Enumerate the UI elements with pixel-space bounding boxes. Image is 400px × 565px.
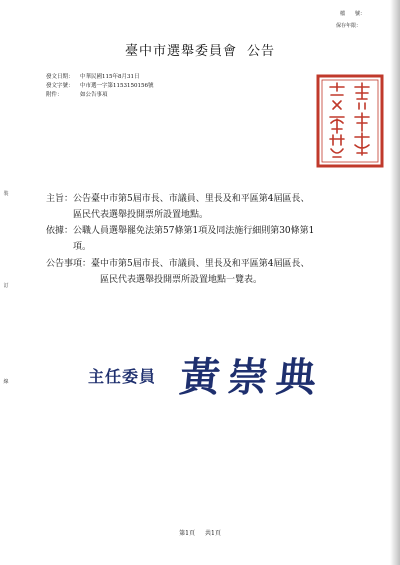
signatory-name: 黃崇典 (177, 354, 327, 401)
signatory-title: 主任委員 (88, 367, 157, 386)
items-text-1: 臺中市第5屆市長、市議員、里長及和平區第4屆區長、 (91, 259, 310, 269)
issue-date-label: 發文日期： (46, 74, 74, 80)
official-seal (315, 73, 385, 169)
scan-edge-shadow (390, 0, 400, 565)
subject-text-2: 區民代表選舉投開票所設置地點。 (73, 210, 209, 220)
subject-line-1 (46, 191, 309, 207)
basis-text-1: 公職人員選舉罷免法第57條第1項及同法施行細則第30條第1 (73, 226, 315, 236)
page-footer (0, 528, 400, 537)
page-total: 共1頁 (205, 530, 221, 537)
retention-label: 保存年限： (336, 23, 362, 29)
document-title (0, 40, 400, 59)
subject-text-1: 公告臺中市第5屆市長、市議員、里長及和平區第4屆區長、 (73, 194, 310, 204)
retention-period (336, 22, 371, 30)
binding-mark-top: 裝 (3, 191, 9, 197)
page-number: 第1頁 (179, 530, 195, 537)
archive-label: 檔 號： (340, 11, 366, 17)
items-line-1 (46, 256, 309, 272)
signature-stamp (88, 350, 358, 410)
issuing-organization: 臺中市選舉委員會 (124, 44, 237, 59)
subject-label: 主旨： (46, 194, 74, 204)
binding-mark-middle: 訂 (3, 283, 9, 289)
basis-text-2: 項。 (73, 242, 92, 252)
attachment (46, 91, 108, 99)
basis-line-1 (46, 223, 314, 239)
issue-date-value: 中華民國115年8月31日 (80, 74, 140, 80)
basis-label: 依據： (46, 226, 74, 236)
items-text-2: 區民代表選舉投開票所設置地點一覽表。 (100, 275, 263, 285)
document-number (46, 82, 154, 90)
archive-number (340, 10, 375, 18)
binding-mark-bottom: 線 (3, 379, 9, 385)
document-number-value: 中市選一字第1153150156號 (80, 83, 154, 89)
attachment-value: 如公告事項 (80, 92, 108, 98)
items-label: 公告事項： (46, 259, 92, 269)
document-type: 公告 (247, 44, 276, 59)
issue-date (46, 73, 140, 81)
document-number-label: 發文字號： (46, 83, 74, 89)
attachment-label: 附件： (46, 92, 63, 98)
